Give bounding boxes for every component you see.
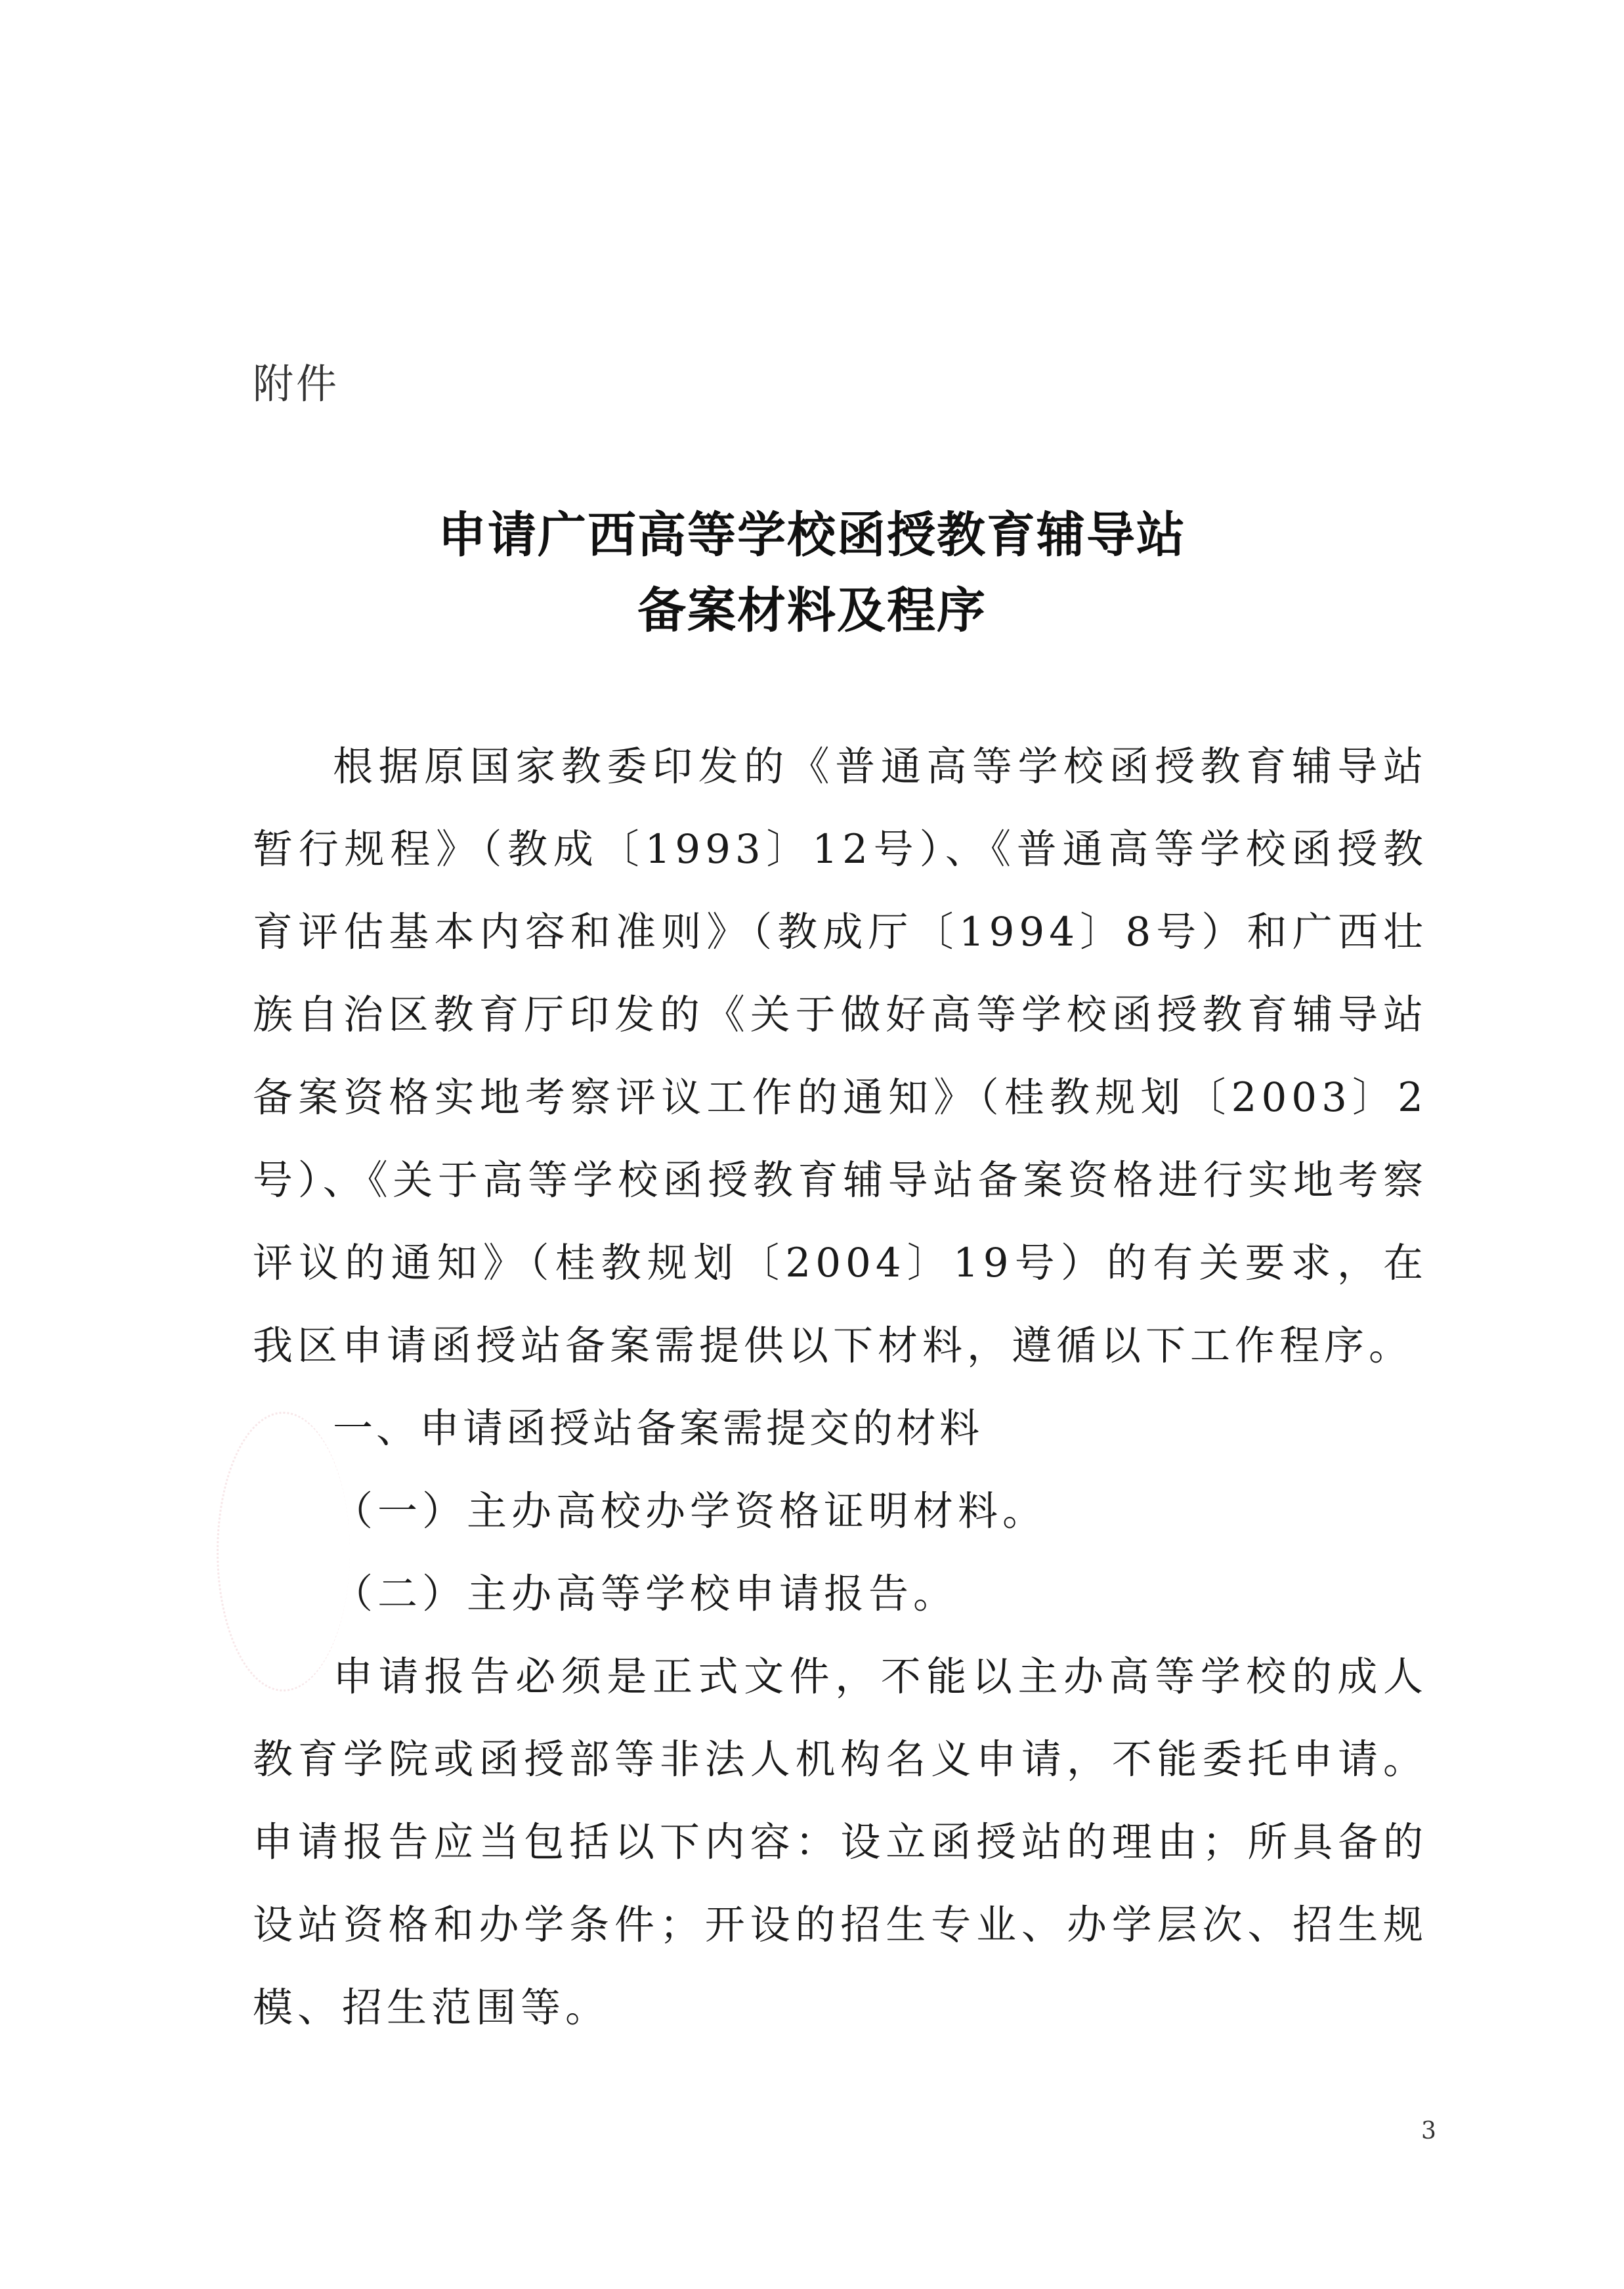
attachment-label: 附件 bbox=[253, 360, 340, 408]
list-item: （二）主办高等学校申请报告。 bbox=[333, 1571, 958, 1617]
document-title-line1: 申请广西高等学校函授教育辅导站 bbox=[438, 507, 1186, 563]
item-detail-paragraph: 申请报告必须是正式文件，不能以主办高等学校的成人教育学院或函授部等非法人机构名义申请，不能委托申请。申请报告应当包括以下内容：设立函授站的理由；所具备的设站资格和办学条件；开设的招生专业、办学层次、招生规模、招生范围等。 bbox=[253, 1653, 1428, 2031]
section-heading: 一、申请函授站备案需提交的材料 bbox=[333, 1405, 983, 1452]
intro-paragraph: 根据原国家教委印发的《普通高等学校函授教育辅导站暂行规程》（教成〔1993〕12号）、《普通高等学校函授教育评估基本内容和准则》（教成厅〔1994〕8号）和广西壮族自治区教育厅印发的《关于做好高等学校函授教育辅导站备案资格实地考察评议工作的通知》（桂教规划〔2003〕2号）、《关于高等学校函授教育辅导站备案资格进行实地考察评议的通知》（桂教规划〔2004〕19号）的有关要求，在我区申请函授站备案需提供以下材料，遵循以下工作程序。 bbox=[253, 743, 1428, 1369]
list-item: （一）主办高校办学资格证明材料。 bbox=[333, 1488, 1048, 1535]
document-title-line2: 备案材料及程序 bbox=[637, 582, 987, 639]
document-body bbox=[253, 726, 1428, 2049]
page-number: 3 bbox=[1421, 2118, 1436, 2145]
